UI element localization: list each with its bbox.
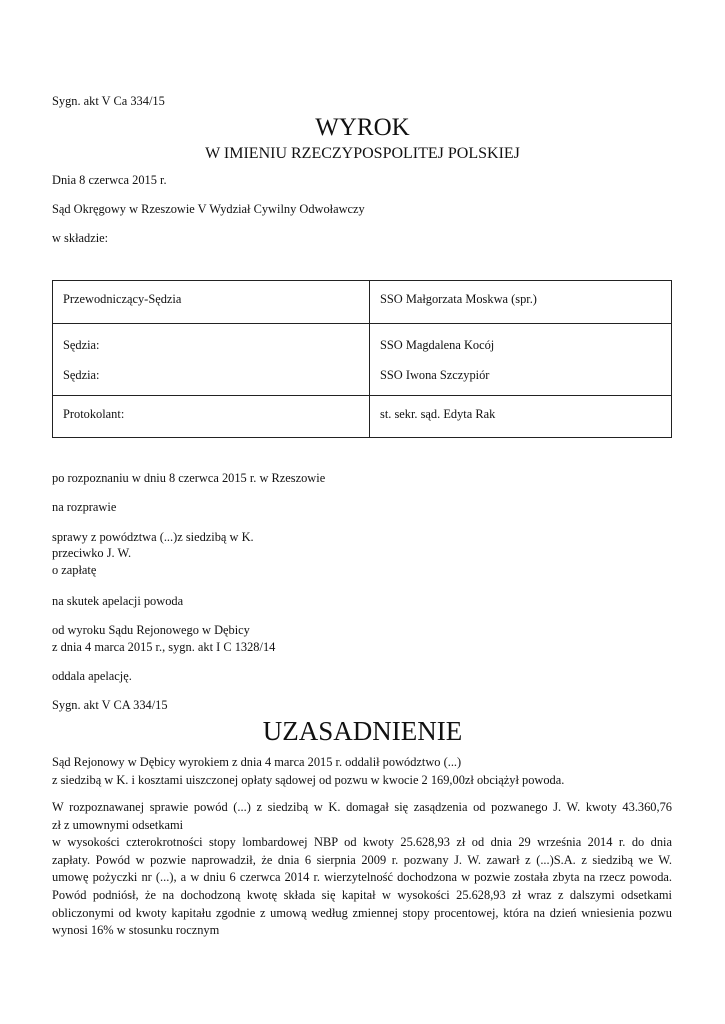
document-subtitle: W IMIENIU RZECZYPOSPOLITEJ POLSKIEJ xyxy=(205,145,520,162)
case-parties-line: o zapłatę xyxy=(52,563,97,577)
panel-person: st. sekr. sąd. Edyta Rak xyxy=(380,407,496,421)
table-row xyxy=(53,324,672,396)
document-title: WYROK xyxy=(315,114,410,141)
panel-role: Przewodniczący-Sędzia xyxy=(63,292,182,306)
paragraph-line: zł z umownymi odsetkami xyxy=(52,817,184,832)
case-parties-line: sprawy z powództwa (...)z siedzibą w K. xyxy=(52,530,254,544)
lower-court-line: od wyroku Sądu Rejonowego w Dębicy xyxy=(52,623,250,637)
panel-role: Sędzia: xyxy=(63,368,100,382)
justification-paragraph-line: Sąd Rejonowy w Dębicy wyrokiem z dnia 4 marca 2015 r. oddalił powództwo (...) xyxy=(52,755,462,769)
justification-paragraph-line: z siedzibą w K. i kosztami uiszczonej opłaty sądowej od pozwu w kwocie 2 169,00zł obciążył powoda. xyxy=(52,773,565,787)
panel-role-cell xyxy=(53,324,370,396)
table-row xyxy=(53,396,672,438)
panel-person-cell xyxy=(370,396,672,438)
panel-person-cell xyxy=(370,324,672,396)
panel-role: Protokolant: xyxy=(63,407,125,421)
court-panel-table xyxy=(52,280,672,438)
verdict-date: Dnia 8 czerwca 2015 r. xyxy=(52,173,167,187)
justification-paragraph xyxy=(52,799,672,940)
paragraph-line: w wysokości czterokrotności stopy lombardowej NBP od kwoty 25.628,93 zł od dnia 29 września 2014 r. do dnia xyxy=(52,835,672,850)
appeal-line: na skutek apelacji powoda xyxy=(52,594,184,608)
paragraph-line: zapłaty. Powód w pozwie naprowadził, że dnia 6 sierpnia 2009 r. pozwany J. W. zawarł z (...)S.A. z siedzibą we W. xyxy=(52,852,672,867)
justification-title: UZASADNIENIE xyxy=(262,716,463,746)
case-signature: Sygn. akt V Ca 334/15 xyxy=(52,94,165,108)
hearing-line: po rozpoznaniu w dniu 8 czerwca 2015 r. w Rzeszowie xyxy=(52,471,326,485)
paragraph-line: Powód podniósł, że na dochodzoną kwotę składa się kapitał w wysokości 25.628,93 zł wraz z dalszymi odsetkami xyxy=(52,887,672,902)
table-row xyxy=(53,281,672,324)
panel-person: SSO Iwona Szczypiór xyxy=(380,368,490,382)
panel-person: SSO Magdalena Kocój xyxy=(380,338,495,352)
panel-role-cell xyxy=(53,281,370,324)
panel-role-cell xyxy=(53,396,370,438)
panel-person-cell xyxy=(370,281,672,324)
panel-role: Sędzia: xyxy=(63,338,100,352)
paragraph-line: umowę pożyczki nr (...), a w dniu 6 czerwca 2014 r. wierzytelność dochodzona w pozwie została zbyta na rzecz powoda. xyxy=(52,870,672,885)
lower-court-line: z dnia 4 marca 2015 r., sygn. akt I C 1328/14 xyxy=(52,640,276,654)
paragraph-line: W rozpoznawanej sprawie powód (...) z siedzibą w K. domagał się zasądzenia od pozwanego J. W. kwoty 43.360,76 xyxy=(52,800,672,814)
paragraph-line: wynosi 16% w stosunku rocznym xyxy=(52,923,220,938)
panel-person: SSO Małgorzata Moskwa (spr.) xyxy=(380,292,537,306)
justification-signature: Sygn. akt V CA 334/15 xyxy=(52,698,168,712)
case-parties-line: przeciwko J. W. xyxy=(52,546,132,560)
composition-label: w składzie: xyxy=(52,231,109,245)
hearing-type: na rozprawie xyxy=(52,500,117,514)
verdict-outcome: oddala apelację. xyxy=(52,669,132,683)
court-name: Sąd Okręgowy w Rzeszowie V Wydział Cywilny Odwoławczy xyxy=(52,202,365,216)
paragraph-line: obliczonymi od kwoty kapitału zgodnie z umową według zmiennej stopy procentowej, która na dzień wniesienia pozwu xyxy=(52,905,672,920)
